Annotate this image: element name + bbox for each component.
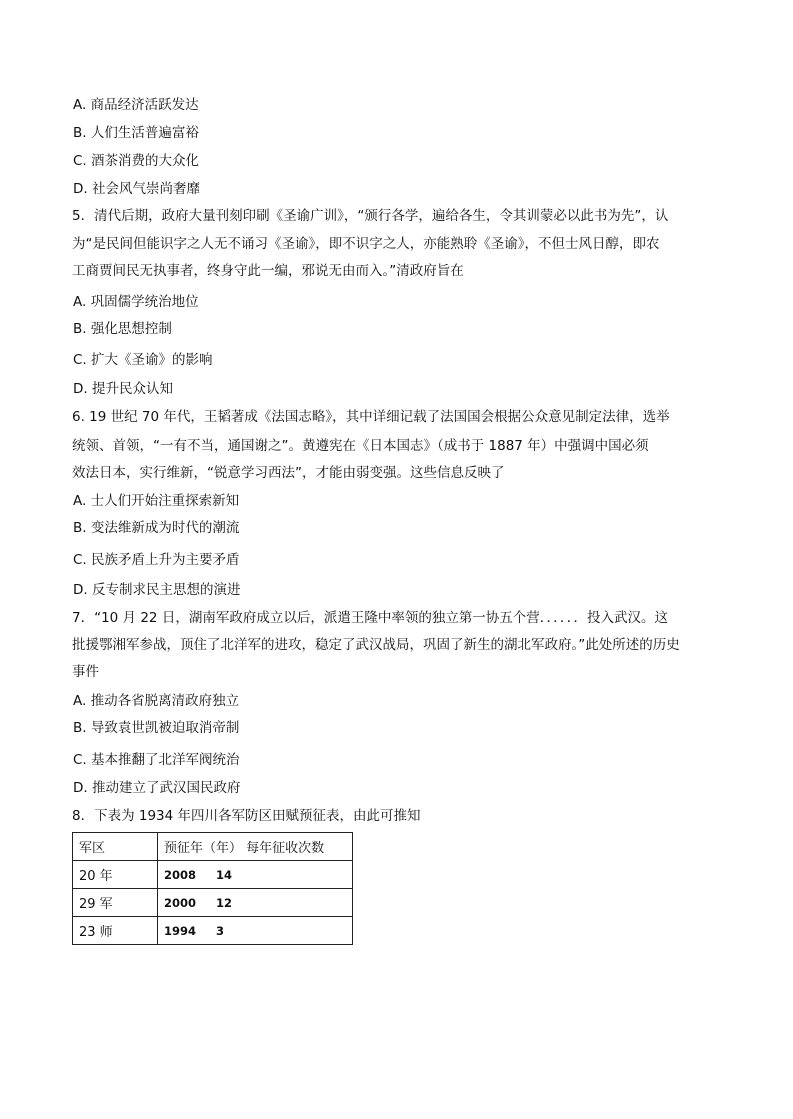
q5-option-d: D. 提升民众认知 — [73, 381, 173, 397]
tax-table — [72, 832, 353, 945]
header-region: 军区 — [73, 833, 158, 861]
q4-option-d: D. 社会风气崇尚奢靡 — [73, 181, 200, 197]
header-year-times: 预征年（年） 每年征收次数 — [158, 833, 353, 861]
q7-option-c: C. 基本推翻了北洋军阀统治 — [73, 752, 240, 768]
q6-stem-line-3: 效法日本，实行维新，“锐意学习西法”，才能由弱变强。这些信息反映了 — [72, 465, 505, 481]
cell-times: 3 — [216, 923, 225, 938]
table-row — [73, 889, 353, 917]
table-row — [73, 917, 353, 945]
q5-stem-line-1: 5．清代后期，政府大量刊刻印刷《圣谕广训》，“颁行各学，遍给各生，令其训蒙必以此书为先”，认 — [72, 208, 669, 224]
q6-stem-line-2: 统领、首领，“一有不当，通国谢之”。黄遵宪在《日本国志》（成书于 1887 年）中强调中国必须 — [72, 438, 649, 454]
cell-year: 2008 — [164, 867, 197, 882]
q4-option-a: A. 商品经济活跃发达 — [73, 97, 199, 113]
cell-times: 12 — [216, 895, 233, 910]
q6-option-c: C. 民族矛盾上升为主要矛盾 — [73, 552, 240, 568]
q7-stem-line-1: 7．“10 月 22 日，湖南军政府成立以后，派遣王隆中率领的独立第一协五个营．．．．．．投入武汉。这 — [72, 610, 669, 626]
table-header-row — [73, 833, 353, 861]
q5-stem-line-2: 为“是民间但能识字之人无不诵习《圣谕》，即不识字之人，亦能熟聆《圣谕》，不但士风日醇，即农 — [72, 236, 660, 252]
table-row — [73, 861, 353, 889]
q7-option-b: B. 导致袁世凯被迫取消帝制 — [73, 720, 240, 736]
q4-option-c: C. 酒茶消费的大众化 — [73, 153, 200, 169]
cell-region: 29 军 — [73, 889, 158, 917]
q8-stem: 8．下表为 1934 年四川各军防区田赋预征表，由此可推知 — [72, 808, 421, 824]
cell-year: 2000 — [164, 895, 197, 910]
q6-option-b: B. 变法维新成为时代的潮流 — [73, 520, 240, 536]
q5-option-c: C. 扩大《圣谕》的影响 — [73, 352, 213, 368]
cell-year-times — [158, 889, 353, 917]
q4-option-b: B. 人们生活普遍富裕 — [73, 125, 199, 141]
q5-option-a: A. 巩固儒学统治地位 — [73, 294, 199, 310]
cell-region: 23 师 — [73, 917, 158, 945]
q5-option-b: B. 强化思想控制 — [73, 321, 172, 337]
q7-option-d: D. 推动建立了武汉国民政府 — [73, 780, 241, 796]
cell-year-times — [158, 861, 353, 889]
q7-option-a: A. 推动各省脱离清政府独立 — [73, 693, 240, 709]
cell-times: 14 — [216, 867, 233, 882]
cell-year-times — [158, 917, 353, 945]
q7-stem-line-3: 事件 — [72, 664, 99, 680]
cell-year: 1994 — [164, 923, 197, 938]
q6-stem-line-1: 6. 19 世纪 70 年代，王韬著成《法国志略》，其中详细记载了法国国会根据公众意见制定法律，选举 — [72, 409, 670, 425]
q7-stem-line-2: 批援鄂湘军参战，顶住了北洋军的进攻，稳定了武汉战局，巩固了新生的湖北军政府。”此处所述的历史 — [72, 637, 680, 653]
cell-region: 20 年 — [73, 861, 158, 889]
q6-option-d: D. 反专制求民主思想的演进 — [73, 582, 241, 598]
q6-option-a: A. 士人们开始注重探索新知 — [73, 493, 240, 509]
q5-stem-line-3: 工商贾间民无执事者，终身守此一编，邪说无由而入。”清政府旨在 — [72, 263, 464, 279]
